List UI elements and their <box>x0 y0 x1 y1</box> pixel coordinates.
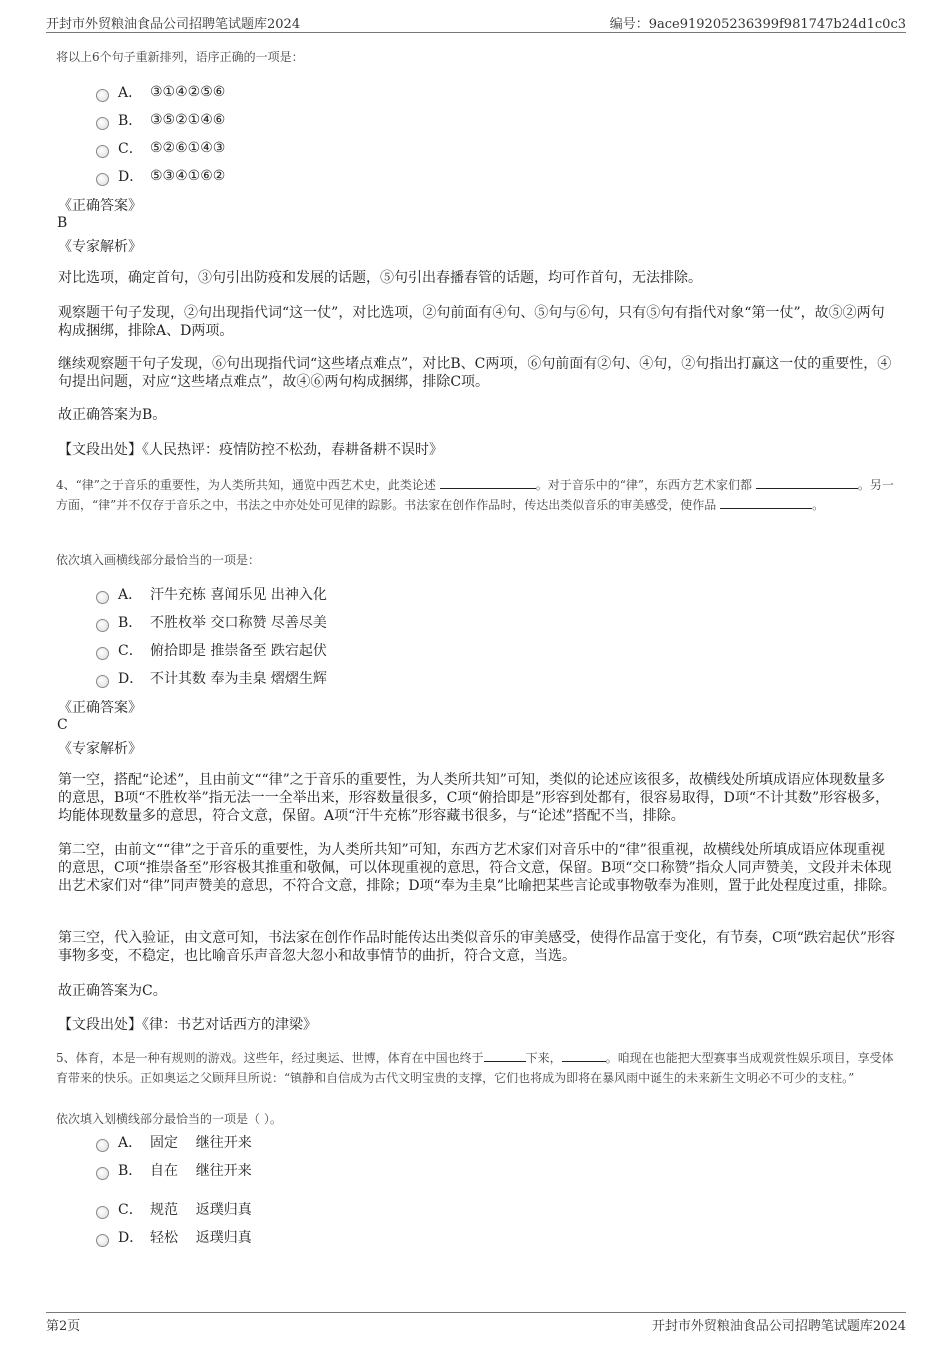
q4-stem-part-3: 。另一方面，“律”并不仅存于音乐之中，书法之中亦处处可见律的踪影。书法家在创作作品时，传达出类似音乐的审美感受，使作品 <box>56 478 894 512</box>
option-letter: D． <box>118 671 144 687</box>
q4-stem-part-2: 。对于音乐中的“律”，东西方艺术家们都 <box>535 478 753 492</box>
q3-answer: B <box>57 215 68 231</box>
q4-answer-label: 《正确答案》 <box>58 700 142 716</box>
q4-stem-part-1: 4、“律”之于音乐的重要性，为人类所共知，通览中西艺术史，此类论述 <box>56 478 436 492</box>
radio-icon[interactable] <box>96 1139 109 1152</box>
option-letter: D． <box>118 169 144 185</box>
q3-option-c[interactable] <box>96 138 225 158</box>
q3-source: 【文段出处】《人民热评：疫情防控不松劲，春耕备耕不误时》 <box>58 442 443 458</box>
q5-stem-part-2: 下来， <box>525 1051 562 1065</box>
q4-blank-1 <box>440 476 536 489</box>
radio-icon[interactable] <box>96 117 109 130</box>
q4-analysis-label: 《专家解析》 <box>58 741 142 757</box>
page-header <box>46 12 906 33</box>
q4-analysis-p3: 第三空，代入验证，由文意可知，书法家在创作作品时能传达出类似音乐的审美感受，使得作品富于变化，有节奏，C项“跌宕起伏”形容事物多变，不稳定，也比喻音乐声音忽大忽小和故事情节的曲折，符合文意，当选。 <box>58 930 896 964</box>
q4-instruction: 依次填入画横线部分最恰当的一项是： <box>56 553 261 567</box>
option-text: 自在 继往开来 <box>150 1163 252 1179</box>
footer-page-number: 第2页 <box>46 1319 81 1334</box>
option-letter: D． <box>118 1230 144 1246</box>
radio-icon[interactable] <box>96 1234 109 1247</box>
radio-icon[interactable] <box>96 1167 109 1180</box>
q4-analysis-p2: 第二空，由前文““律”之于音乐的重要性，为人类所共知”可知，东西方艺术家们对音乐中的“律”很重视，故横线处所填成语应体现重视的意思，C项“推崇备至”形容极其推重和敬佩，可以体现重视的意思，符合文意，保留。B项“交口称赞”指众人同声赞美，文段并未体现出艺术家们对“律”同声赞美的意思，不符合文意，排除；D项“奉为圭臬”比喻把某些言论或事物敬奉为准则，置于此处程度过重，排除。 <box>58 842 896 894</box>
radio-icon[interactable] <box>96 619 109 632</box>
option-letter: B． <box>118 615 143 631</box>
header-code: 编号：9ace919205236399f981747b24d1c0c3 <box>609 17 906 32</box>
q4-blank-2 <box>756 476 858 489</box>
footer-title: 开封市外贸粮油食品公司招聘笔试题库2024 <box>651 1319 906 1334</box>
option-text: 不胜枚举 交口称赞 尽善尽美 <box>150 615 327 631</box>
option-letter: C． <box>118 1202 143 1218</box>
q5-option-b[interactable] <box>96 1160 252 1180</box>
q4-analysis-p1: 第一空，搭配“论述”，且由前文““律”之于音乐的重要性，为人类所共知”可知，类似的论述应该很多，故横线处所填成语应体现数量多的意思，B项“不胜枚举”指无法一一全举出来，形容数量很多，C项“俯拾即是”形容到处都有，很容易取得，D项“不计其数”形容极多，均能体现数量多的意思，符合文意，保留。A项“汗牛充栋”形容藏书很多，与“论述”搭配不当，排除。 <box>58 772 890 824</box>
option-text: 不计其数 奉为圭臬 熠熠生辉 <box>150 671 327 687</box>
option-text: ③①④②⑤⑥ <box>150 84 226 100</box>
option-text: ⑤③④①⑥② <box>150 168 226 184</box>
q3-option-b[interactable] <box>96 110 225 130</box>
option-text: 汗牛充栋 喜闻乐见 出神入化 <box>150 587 327 603</box>
q3-analysis-p1: 对比选项，确定首句，③句引出防疫和发展的话题，⑤句引出春播春管的话题，均可作首句，无法排除。 <box>58 270 702 286</box>
option-letter: C． <box>118 643 143 659</box>
radio-icon[interactable] <box>96 89 109 102</box>
option-text: 规范 返璞归真 <box>150 1202 252 1218</box>
page-footer <box>46 1312 906 1333</box>
q5-stem-part-1: 5、体育，本是一种有规则的游戏。这些年，经过奥运、世博，体育在中国也终于 <box>56 1051 484 1065</box>
radio-icon[interactable] <box>96 591 109 604</box>
q3-option-d[interactable] <box>96 166 225 186</box>
option-letter: B． <box>118 1163 143 1179</box>
option-text: ③⑤②①④⑥ <box>150 112 226 128</box>
option-text: ⑤②⑥①④③ <box>150 140 226 156</box>
q3-stem: 将以上6个句子重新排列，语序正确的一项是： <box>56 50 304 64</box>
q3-analysis-p3: 继续观察题干句子发现，⑥句出现指代词“这些堵点难点”，对比B、C两项，⑥句前面有②句、④句，②句指出打赢这一仗的重要性，④句提出问题，对应“这些堵点难点”，故④⑥两句构成捆绑，排除C项。 <box>58 356 892 390</box>
q5-option-c[interactable] <box>96 1199 252 1219</box>
option-text: 轻松 返璞归真 <box>150 1230 252 1246</box>
q5-instruction: 依次填入划横线部分最恰当的一项是（ ）。 <box>56 1112 282 1126</box>
radio-icon[interactable] <box>96 675 109 688</box>
option-letter: A． <box>118 85 143 101</box>
q4-blank-3 <box>720 496 812 509</box>
q4-option-a[interactable] <box>96 584 327 604</box>
radio-icon[interactable] <box>96 173 109 186</box>
option-letter: A． <box>118 587 143 603</box>
q3-answer-label: 《正确答案》 <box>58 198 142 214</box>
q5-stem-part-3: 。咱现在也能把大型赛事当成观赏性娱乐项目，享受体育带来的快乐。正如奥运之父顾拜旦所说：“镇静和自信成为古代文明宝贵的支撑，它们也将成为即将在暴风雨中诞生的未来新生文明必不可少的支柱。” <box>56 1051 894 1085</box>
q4-stem-part-4: 。 <box>812 498 825 512</box>
q4-option-c[interactable] <box>96 640 327 660</box>
q4-analysis-p4: 故正确答案为C。 <box>58 983 167 999</box>
option-text: 固定 继往开来 <box>150 1135 252 1151</box>
q4-answer: C <box>57 717 68 733</box>
option-letter: C． <box>118 141 143 157</box>
q3-analysis-p4: 故正确答案为B。 <box>58 407 167 423</box>
q3-analysis-p2: 观察题干句子发现，②句出现指代词“这一仗”，对比选项，②句前面有④句、⑤句与⑥句，只有⑤句有指代对象“第一仗”，故⑤②两句构成捆绑，排除A、D两项。 <box>58 305 885 339</box>
q4-stem <box>56 475 902 515</box>
radio-icon[interactable] <box>96 145 109 158</box>
q4-option-b[interactable] <box>96 612 327 632</box>
header-title: 开封市外贸粮油食品公司招聘笔试题库2024 <box>46 17 301 32</box>
q5-option-d[interactable] <box>96 1227 252 1247</box>
q5-stem <box>56 1048 902 1088</box>
q4-source: 【文段出处】《律：书艺对话西方的津梁》 <box>58 1017 317 1033</box>
q5-blank-2 <box>562 1049 606 1062</box>
option-text: 俯拾即是 推崇备至 跌宕起伏 <box>150 643 327 659</box>
q4-option-d[interactable] <box>96 668 327 688</box>
q3-analysis-label: 《专家解析》 <box>58 239 142 255</box>
radio-icon[interactable] <box>96 647 109 660</box>
q5-blank-1 <box>484 1049 526 1062</box>
option-letter: A． <box>118 1135 143 1151</box>
radio-icon[interactable] <box>96 1206 109 1219</box>
q5-option-a[interactable] <box>96 1132 252 1152</box>
option-letter: B． <box>118 113 143 129</box>
q3-option-a[interactable] <box>96 82 225 102</box>
